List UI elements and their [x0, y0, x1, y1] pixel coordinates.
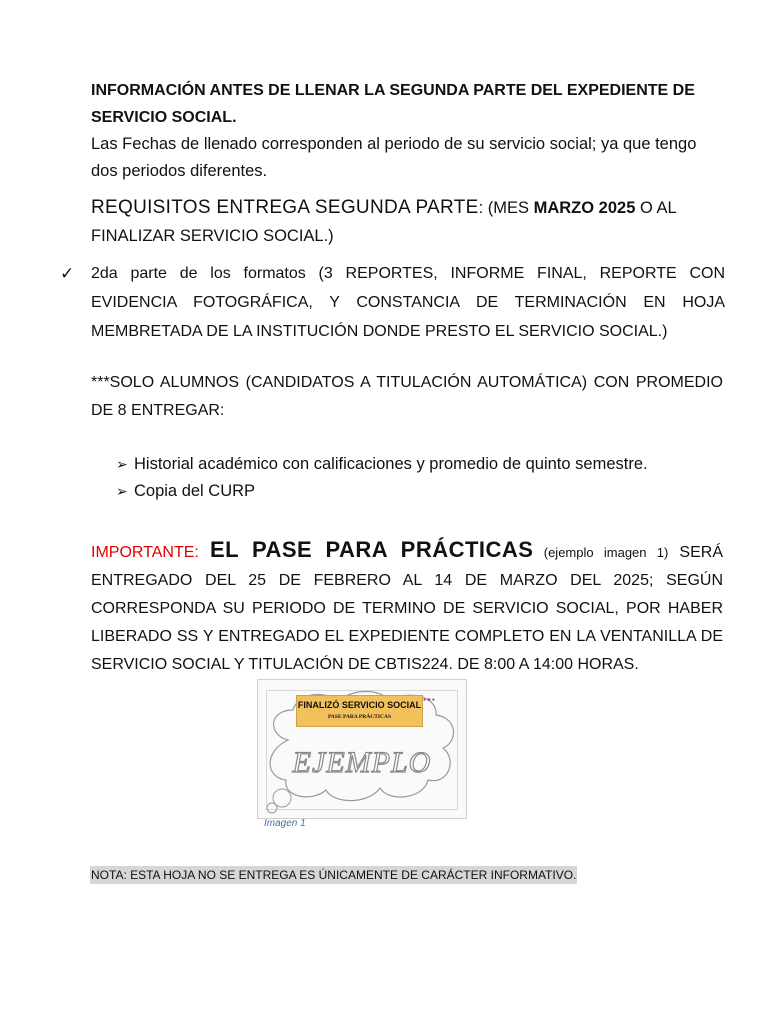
arrow-bullet-icon: ➢ — [116, 456, 128, 472]
importante-label: IMPORTANTE: — [91, 544, 210, 561]
list-item-text: Copia del CURP — [134, 482, 256, 500]
requisitos-date: MARZO 2025 — [533, 199, 636, 217]
checklist-text: 2da parte de los formatos (3 REPORTES, INFORME FINAL, REPORTE CON EVIDENCIA FOTOGRÁFICA, Y CONSTANCIA DE TERMINACIÓN EN HOJA MEMBRETADA DE LA INSTITUCIÓN DONDE PRESTO EL SERVICIO SOCIAL.) — [91, 265, 725, 340]
importante-paragraph — [91, 536, 723, 679]
banner-subtitle: PASE PARA PRÁCTICAS — [327, 714, 392, 720]
image-caption: Imagen 1 — [264, 818, 306, 829]
stamp-mark: ● ■ ● — [423, 697, 435, 703]
checklist-item — [60, 259, 725, 346]
example-image — [257, 679, 467, 819]
bullet-list — [116, 451, 736, 505]
list-item — [116, 478, 736, 505]
solo-alumnos-paragraph: ***SOLO ALUMNOS (CANDIDATOS A TITULACIÓN AUTOMÁTICA) CON PROMEDIO DE 8 ENTREGAR: — [91, 374, 723, 419]
requisitos-paragraph — [91, 194, 723, 250]
arrow-bullet-icon: ➢ — [116, 483, 128, 499]
requisitos-pre: : (MES — [478, 199, 534, 217]
nota-footer: NOTA: ESTA HOJA NO SE ENTREGA ES ÚNICAMENTE DE CARÁCTER INFORMATIVO. — [91, 868, 577, 882]
list-item-text: Historial académico con calificaciones y promedio de quinto semestre. — [134, 455, 648, 473]
list-item — [116, 451, 736, 478]
banner-title: FINALIZÓ SERVICIO SOCIAL — [297, 700, 422, 710]
pase-practicas-heading: EL PASE PARA PRÁCTICAS — [209, 537, 534, 562]
document-title: INFORMACIÓN ANTES DE LLENAR LA SEGUNDA PARTE DEL EXPEDIENTE DE SERVICIO SOCIAL. — [91, 82, 695, 126]
ejemplo-reference: (ejemplo imagen 1) — [533, 545, 669, 560]
requisitos-post: O AL FINALIZAR SERVICIO SOCIAL.) — [91, 199, 677, 245]
intro-paragraph: Las Fechas de llenado corresponden al periodo de su servicio social; ya que tengo dos periodos diferentes. — [91, 135, 697, 180]
checkmark-icon: ✓ — [60, 264, 75, 283]
importante-text: SERÁ ENTREGADO DEL 25 DE FEBRERO AL 14 DE MARZO DEL 2025; SEGÚN CORRESPONDA SU PERIODO DE TERMINO DE SERVICIO SOCIAL, POR HABER LIBERADO SS Y ENTREGADO EL EXPEDIENTE COMPLETO EN LA VENTANILLA DE SERVICIO SOCIAL Y TITULACIÓN DE CBTIS224. DE 8:00 A 14:00 HORAS. — [91, 544, 723, 673]
banner — [296, 695, 423, 727]
requisitos-title: REQUISITOS ENTREGA SEGUNDA PARTE — [91, 197, 479, 218]
watermark-text: EJEMPLO — [292, 746, 432, 779]
